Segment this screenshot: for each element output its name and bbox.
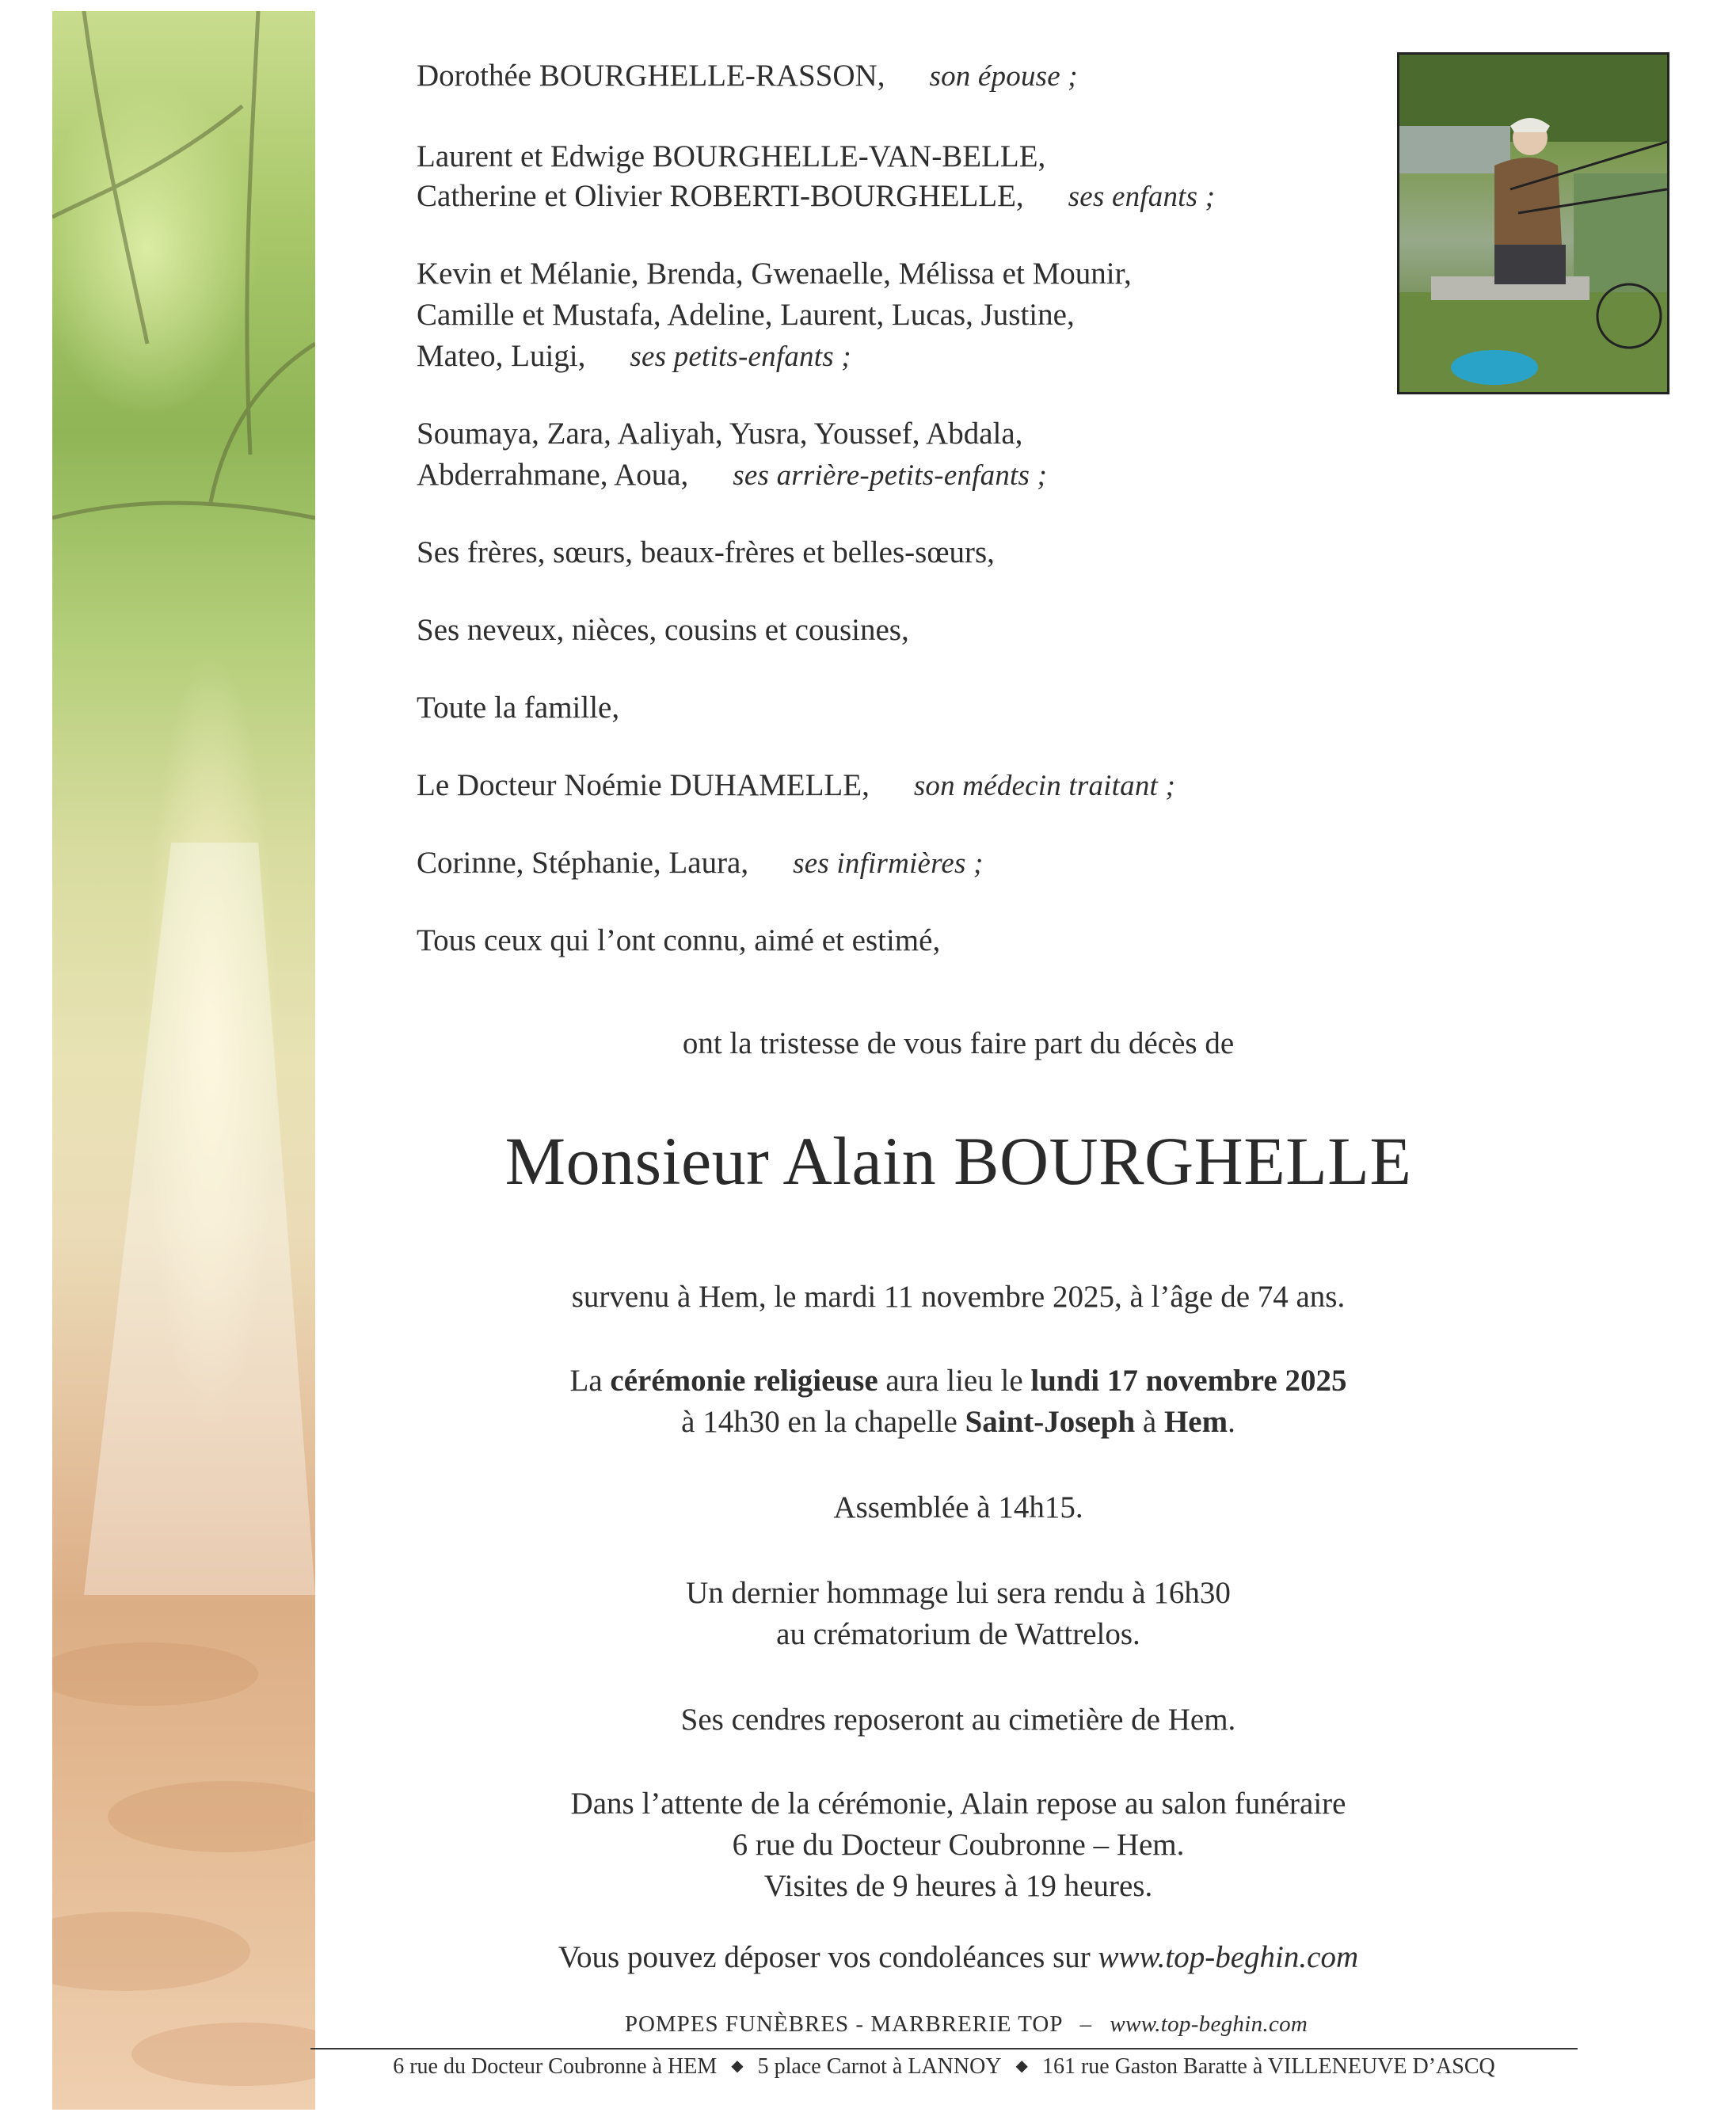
great-grandchild-names: Abderrahmane, Aoua, bbox=[417, 458, 689, 492]
family-line-2: Laurent et Edwige BOURGHELLE-VAN-BELLE, bbox=[417, 139, 1046, 173]
ceremony-town: Hem bbox=[1163, 1405, 1228, 1439]
condolences-line bbox=[428, 1937, 1489, 1978]
spouse-role: son épouse ; bbox=[929, 60, 1078, 93]
ashes-info: Ses cendres reposeront au cimetière de Hem. bbox=[680, 1703, 1236, 1737]
footer-url[interactable]: www.top-beghin.com bbox=[1110, 2011, 1308, 2037]
ceremony-text-5: . bbox=[1228, 1405, 1235, 1439]
condolences-text: Vous pouvez déposer vos condoléances sur bbox=[558, 1940, 1098, 1974]
announcement-text: ont la tristesse de vous faire part du décès de bbox=[682, 1026, 1235, 1060]
assembly-time: Assemblée à 14h15. bbox=[833, 1490, 1083, 1524]
family-line-8 bbox=[417, 455, 1047, 497]
grandchild-names: Mateo, Luigi, bbox=[417, 339, 586, 373]
children-role: ses enfants ; bbox=[1068, 181, 1216, 213]
nurse-names: Corinne, Stéphanie, Laura, bbox=[417, 846, 749, 880]
nurses-role: ses infirmières ; bbox=[793, 847, 984, 880]
footer-divider bbox=[310, 2048, 1578, 2049]
doctor-role: son médecin traitant ; bbox=[913, 770, 1175, 802]
homage-line-1: Un dernier hommage lui sera rendu à 16h30 bbox=[686, 1576, 1231, 1610]
doctor-name: Le Docteur Noémie DUHAMELLE, bbox=[417, 768, 870, 802]
great-grandchildren-role: ses arrière-petits-enfants ; bbox=[733, 459, 1048, 492]
ceremony-line-1 bbox=[428, 1361, 1489, 1402]
ceremony-date: lundi 17 novembre 2025 bbox=[1030, 1364, 1347, 1398]
footer-company: POMPES FUNÈBRES - MARBRERIE TOP bbox=[624, 2011, 1063, 2037]
family-line-13 bbox=[417, 843, 984, 885]
family-line-3 bbox=[417, 176, 1215, 218]
ceremony-text-3: à 14h30 en la chapelle bbox=[681, 1405, 965, 1439]
visit-line-3: Visites de 9 heures à 19 heures. bbox=[763, 1869, 1153, 1903]
death-info: survenu à Hem, le mardi 11 novembre 2025, à l’âge de 74 ans. bbox=[571, 1280, 1346, 1314]
family-line-12 bbox=[417, 765, 1175, 807]
homage-line-2: au crématorium de Wattrelos. bbox=[776, 1617, 1140, 1651]
family-line-9: Ses frères, sœurs, beaux-frères et belles-sœurs, bbox=[417, 535, 995, 569]
family-line-5: Camille et Mustafa, Adeline, Laurent, Lucas, Justine, bbox=[417, 298, 1075, 332]
family-line-4: Kevin et Mélanie, Brenda, Gwenaelle, Mélissa et Mounir, bbox=[417, 257, 1132, 291]
ceremony-line-2 bbox=[428, 1402, 1489, 1443]
diamond-separator-icon: ◆ bbox=[731, 2057, 744, 2075]
visit-line-1: Dans l’attente de la cérémonie, Alain repose au salon funéraire bbox=[570, 1787, 1346, 1821]
visit-line-2: 6 rue du Docteur Coubronne – Hem. bbox=[732, 1828, 1185, 1862]
ceremony-text-2: aura lieu le bbox=[878, 1364, 1031, 1398]
ceremony-text-4: à bbox=[1135, 1405, 1164, 1439]
family-line-10: Ses neveux, nièces, cousins et cousines, bbox=[417, 613, 909, 647]
family-line-7: Soumaya, Zara, Aaliyah, Yusra, Youssef, Abdala, bbox=[417, 417, 1023, 451]
deceased-name: Monsieur Alain BOURGHELLE bbox=[504, 1123, 1412, 1199]
footer-addresses bbox=[310, 2054, 1578, 2080]
spouse-name: Dorothée BOURGHELLE-RASSON, bbox=[417, 59, 885, 93]
footer-company-line bbox=[554, 2011, 1378, 2038]
condolences-link[interactable]: www.top-beghin.com bbox=[1098, 1940, 1359, 1974]
ceremony-text-1: La bbox=[569, 1364, 611, 1398]
family-line-11: Toute la famille, bbox=[417, 691, 620, 725]
diamond-separator-icon: ◆ bbox=[1015, 2057, 1028, 2075]
ceremony-type: cérémonie religieuse bbox=[610, 1364, 878, 1398]
footer-address-villeneuve: 161 rue Gaston Baratte à VILLENEUVE D’ASCQ bbox=[1041, 2054, 1495, 2079]
family-line-6 bbox=[417, 336, 851, 378]
family-line-14: Tous ceux qui l’ont connu, aimé et estimé, bbox=[417, 923, 941, 957]
footer-address-hem: 6 rue du Docteur Coubronne à HEM bbox=[393, 2054, 718, 2079]
child-name: Catherine et Olivier ROBERTI-BOURGHELLE, bbox=[417, 179, 1024, 213]
ceremony-chapel: Saint-Joseph bbox=[965, 1405, 1136, 1439]
footer-address-lannoy: 5 place Carnot à LANNOY bbox=[757, 2054, 1002, 2079]
grandchildren-role: ses petits-enfants ; bbox=[630, 341, 851, 373]
family-line-1 bbox=[417, 55, 1078, 97]
footer-dash: – bbox=[1079, 2011, 1093, 2037]
